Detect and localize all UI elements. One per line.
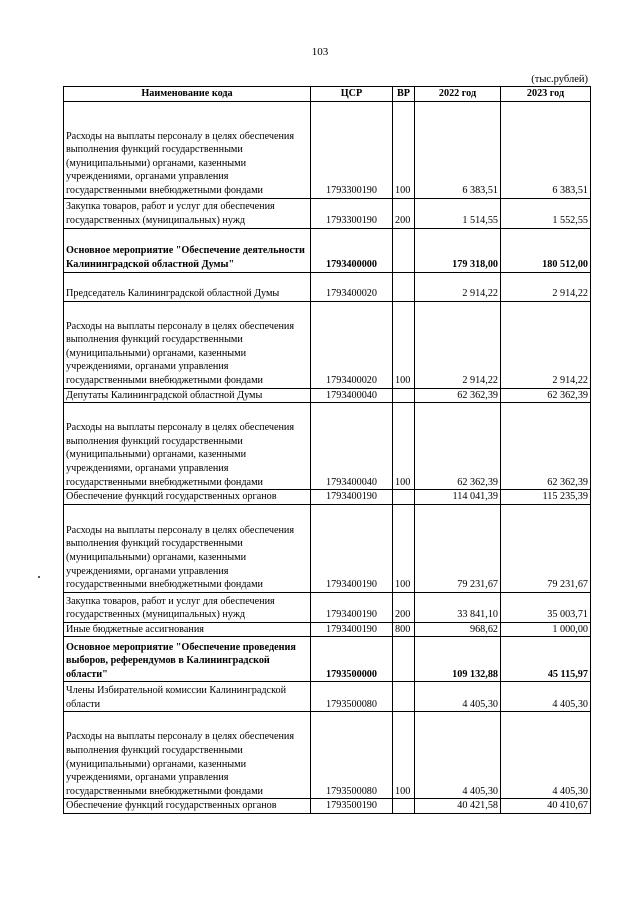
row-2023: 115 235,39 [501,490,591,505]
row-vr [393,272,415,301]
scan-speck [38,576,40,578]
row-2023: 2 914,22 [501,301,591,388]
header-2023: 2023 год [501,87,591,102]
row-csr: 1793400040 [311,388,393,403]
row-vr [393,637,415,682]
table-row [64,388,591,403]
row-csr: 1793300190 [311,198,393,228]
row-name: Закупка товаров, работ и услуг для обеспечения государственных (муниципальных) нужд [64,198,311,228]
row-2023: 62 362,39 [501,388,591,403]
header-vr: ВР [393,87,415,102]
row-2023: 1 000,00 [501,622,591,637]
row-2022: 4 405,30 [415,682,501,712]
row-vr: 100 [393,101,415,198]
table-row [64,228,591,272]
row-2022: 79 231,67 [415,504,501,592]
row-csr: 1793500080 [311,712,393,799]
row-vr: 100 [393,504,415,592]
row-2022: 33 841,10 [415,592,501,622]
units-label: (тыс.рублей) [531,74,588,85]
row-csr: 1793400040 [311,403,393,490]
row-2023: 6 383,51 [501,101,591,198]
row-2022: 62 362,39 [415,388,501,403]
row-vr [393,388,415,403]
row-2022: 62 362,39 [415,403,501,490]
row-2023: 62 362,39 [501,403,591,490]
row-vr [393,682,415,712]
row-2022: 114 041,39 [415,490,501,505]
row-2023: 180 512,00 [501,228,591,272]
row-csr: 1793300190 [311,101,393,198]
row-csr: 1793400190 [311,622,393,637]
table-header-row [64,87,591,102]
row-2022: 179 318,00 [415,228,501,272]
row-2023: 79 231,67 [501,504,591,592]
row-csr: 1793400020 [311,301,393,388]
row-vr: 800 [393,622,415,637]
row-name: Основное мероприятие "Обеспечение деятельности Калининградской областной Думы" [64,228,311,272]
table-row [64,682,591,712]
row-2022: 109 132,88 [415,637,501,682]
row-name: Расходы на выплаты персоналу в целях обеспечения выполнения функций государственными (муниципальными) органами, казенными учреждениями, органами управления государственными внебюджетными фондами [64,101,311,198]
table-row [64,799,591,814]
table-row [64,490,591,505]
row-name: Депутаты Калининградской областной Думы [64,388,311,403]
row-vr: 100 [393,712,415,799]
header-2022: 2022 год [415,87,501,102]
table-row [64,403,591,490]
row-vr: 200 [393,592,415,622]
row-name: Иные бюджетные ассигнования [64,622,311,637]
row-name: Члены Избирательной комиссии Калининградской области [64,682,311,712]
row-name: Закупка товаров, работ и услуг для обеспечения государственных (муниципальных) нужд [64,592,311,622]
row-csr: 1793400020 [311,272,393,301]
page-number: 103 [311,46,329,58]
row-2023: 1 552,55 [501,198,591,228]
row-csr: 1793500190 [311,799,393,814]
table-row [64,301,591,388]
row-2023: 4 405,30 [501,712,591,799]
header-name: Наименование кода [64,87,311,102]
row-name: Расходы на выплаты персоналу в целях обеспечения выполнения функций государственными (муниципальными) органами, казенными учреждениями, органами управления государственными внебюджетными фондами [64,504,311,592]
row-csr: 1793500080 [311,682,393,712]
row-2022: 4 405,30 [415,712,501,799]
row-csr: 1793400000 [311,228,393,272]
row-vr: 200 [393,198,415,228]
row-csr: 1793400190 [311,504,393,592]
table-row [64,637,591,682]
header-csr: ЦСР [311,87,393,102]
row-name: Основное мероприятие "Обеспечение проведения выборов, референдумов в Калининградской области" [64,637,311,682]
row-2023: 40 410,67 [501,799,591,814]
row-vr: 100 [393,403,415,490]
row-2022: 2 914,22 [415,301,501,388]
row-vr [393,228,415,272]
table-row [64,592,591,622]
row-vr: 100 [393,301,415,388]
row-2022: 968,62 [415,622,501,637]
row-name: Председатель Калининградской областной Думы [64,272,311,301]
row-2023: 35 003,71 [501,592,591,622]
row-2022: 40 421,58 [415,799,501,814]
budget-table [63,86,591,814]
row-name: Обеспечение функций государственных органов [64,799,311,814]
table-row [64,504,591,592]
table-row [64,101,591,198]
row-vr [393,799,415,814]
row-csr: 1793400190 [311,490,393,505]
row-2022: 2 914,22 [415,272,501,301]
row-2022: 1 514,55 [415,198,501,228]
row-2023: 4 405,30 [501,682,591,712]
row-2022: 6 383,51 [415,101,501,198]
row-name: Обеспечение функций государственных органов [64,490,311,505]
row-2023: 45 115,97 [501,637,591,682]
row-vr [393,490,415,505]
row-name: Расходы на выплаты персоналу в целях обеспечения выполнения функций государственными (муниципальными) органами, казенными учреждениями, органами управления государственными внебюджетными фондами [64,301,311,388]
row-name: Расходы на выплаты персоналу в целях обеспечения выполнения функций государственными (муниципальными) органами, казенными учреждениями, органами управления государственными внебюджетными фондами [64,403,311,490]
row-csr: 1793500000 [311,637,393,682]
table-row [64,198,591,228]
table-row [64,622,591,637]
table-row [64,712,591,799]
row-csr: 1793400190 [311,592,393,622]
row-2023: 2 914,22 [501,272,591,301]
table-row [64,272,591,301]
row-name: Расходы на выплаты персоналу в целях обеспечения выполнения функций государственными (муниципальными) органами, казенными учреждениями, органами управления государственными внебюджетными фондами [64,712,311,799]
